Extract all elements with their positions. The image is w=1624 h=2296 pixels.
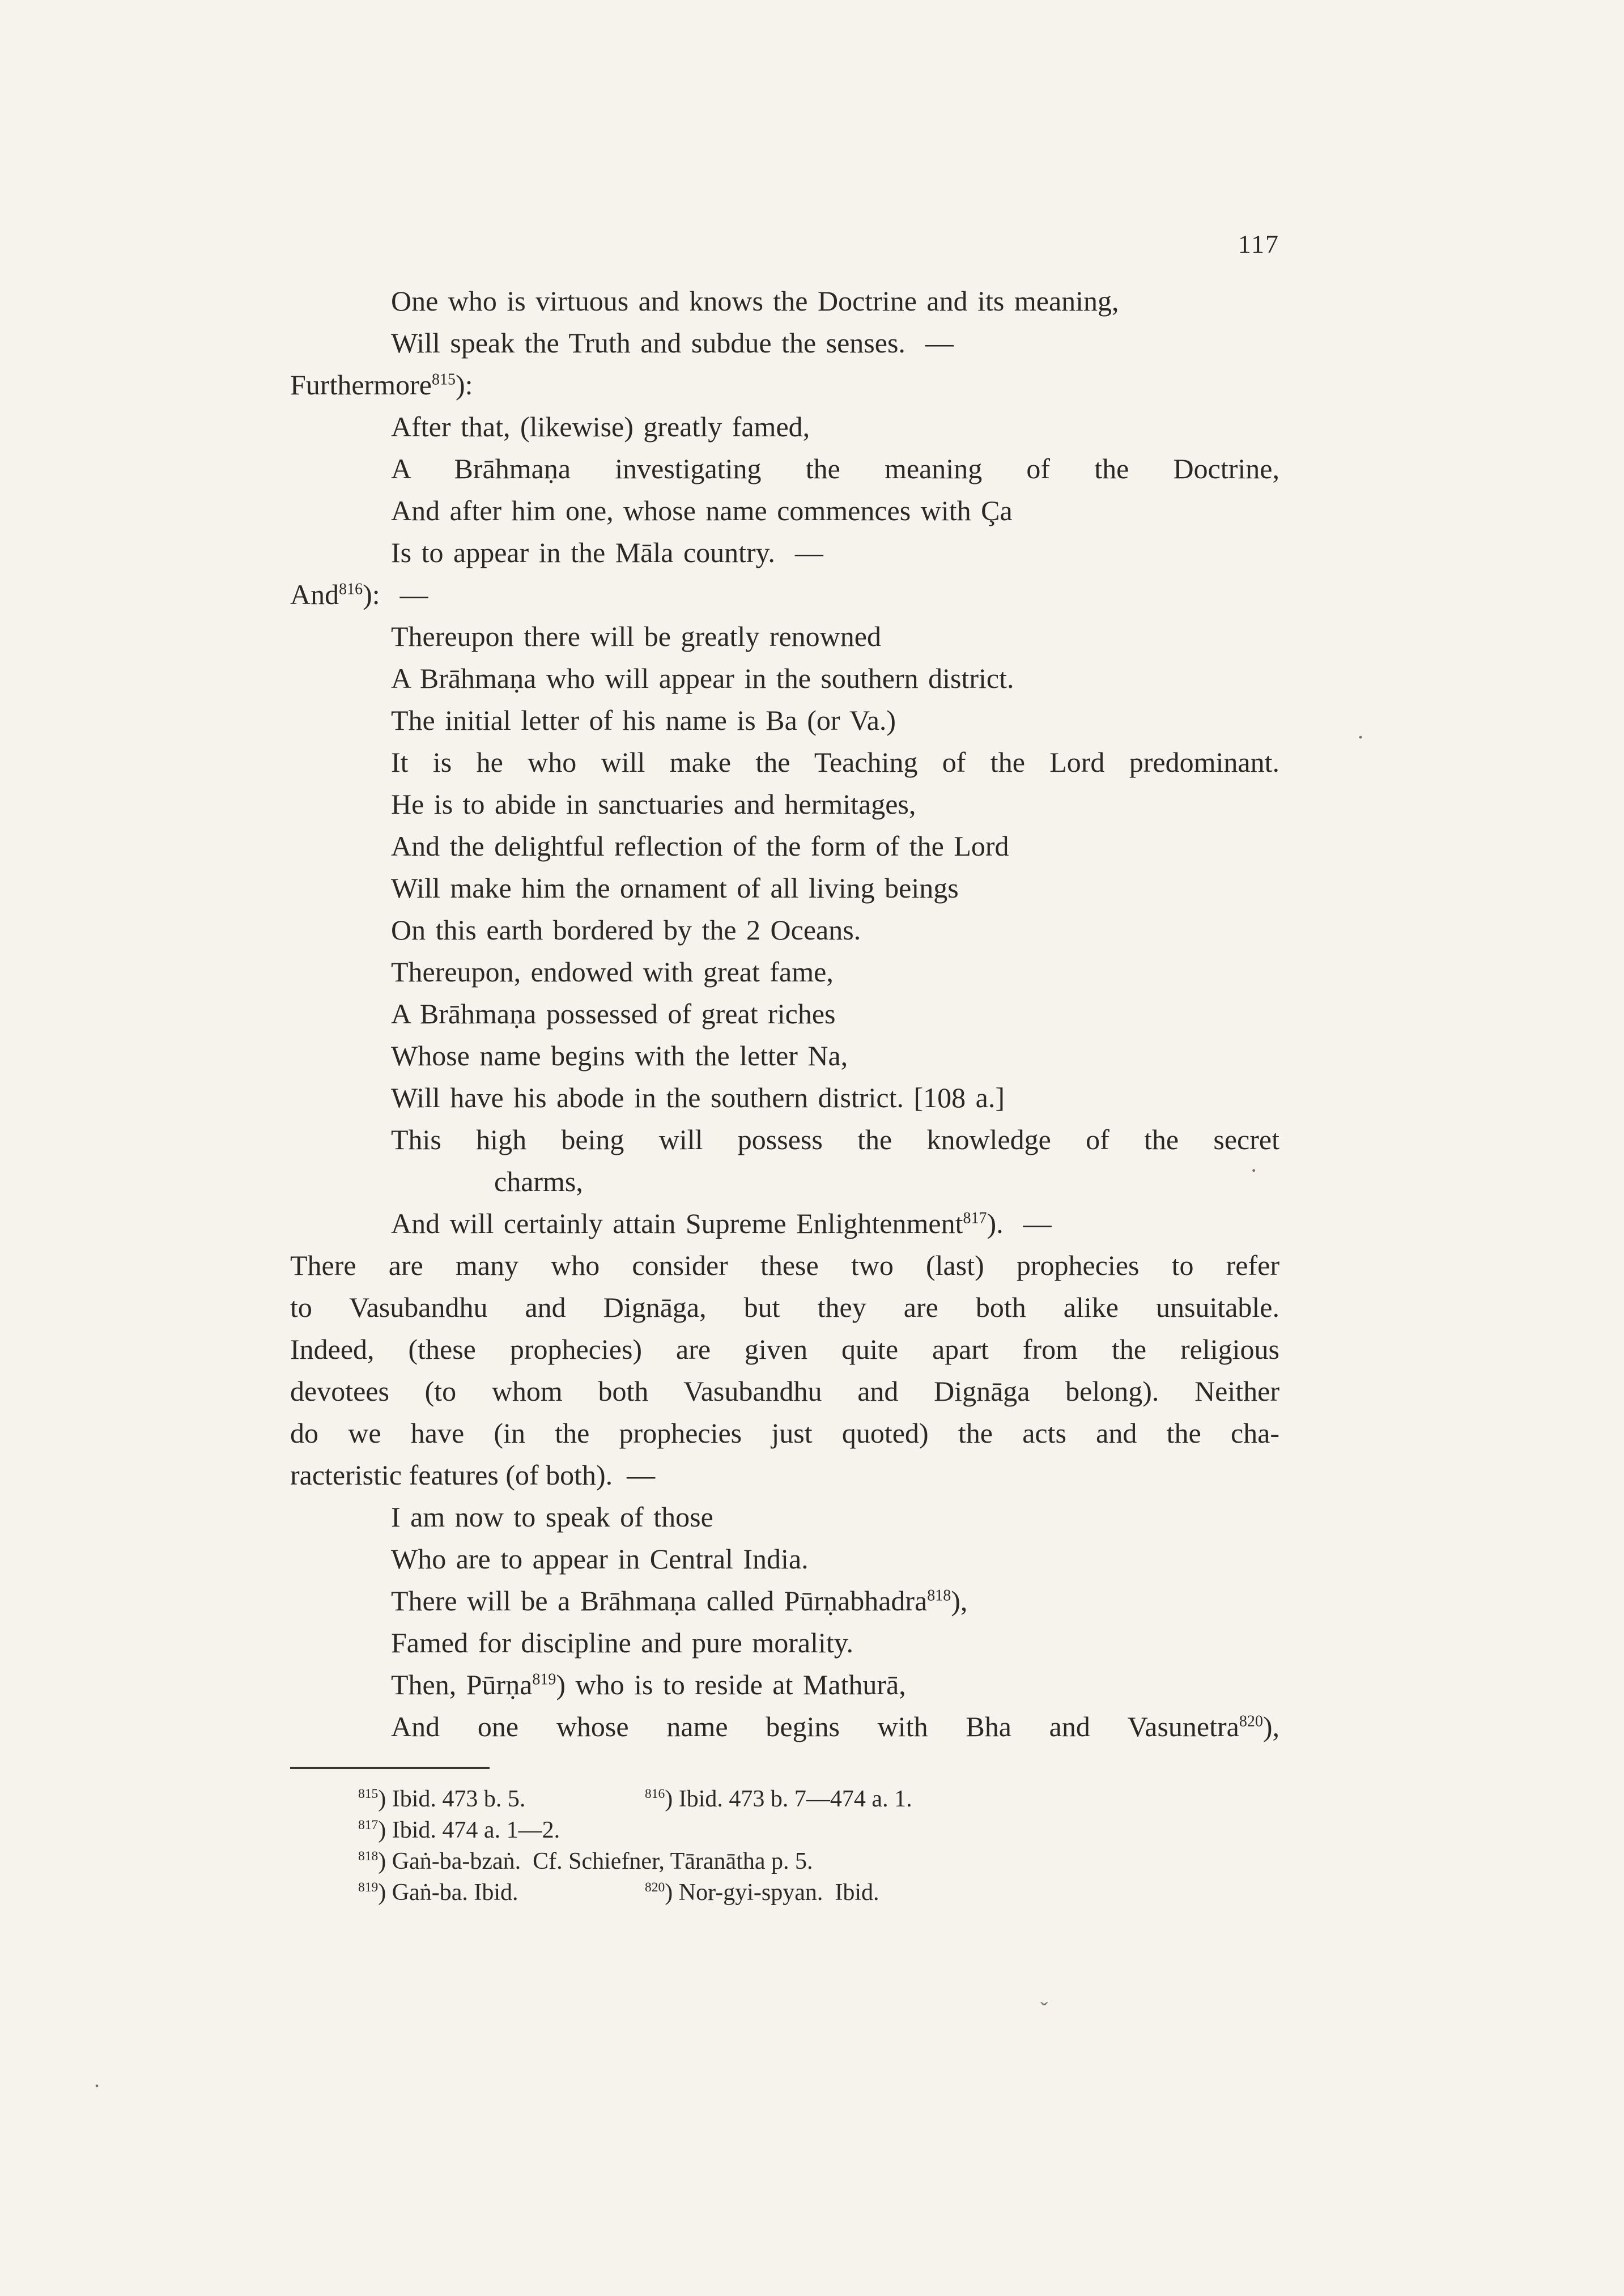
text-line: do we have (in the prophecies just quoted) the acts and the cha- (290, 1417, 1279, 1449)
text-line: Whose name begins with the letter Na, (391, 1040, 848, 1072)
footnote-section (290, 1767, 1279, 1908)
text-line: I am now to speak of those (391, 1501, 713, 1533)
scan-artifact: ˇ (1040, 1997, 1048, 2023)
text-line: Famed for discipline and pure morality. (391, 1627, 853, 1659)
text-line: On this earth bordered by the 2 Oceans. (391, 914, 861, 946)
text-line: The initial letter of his name is Ba (or Va.) (391, 704, 896, 736)
verse-block (290, 1496, 1279, 1747)
text-line: Will make him the ornament of all living beings (391, 872, 959, 904)
text-line: After that, (likewise) greatly famed, (391, 411, 810, 443)
verse-block (290, 615, 1279, 1244)
prose-block (290, 1244, 1279, 1496)
text-line: Indeed, (these prophecies) are given quite apart from the religious (290, 1333, 1279, 1365)
text-line: Thereupon, endowed with great fame, (391, 956, 834, 988)
page-content (290, 280, 1279, 1908)
text-line: One who is virtuous and knows the Doctrine and its meaning, (391, 285, 1119, 317)
footnote-text: $^{820}$) Nor-gyi-spyan. Ibid. (645, 1880, 879, 1906)
label-block (290, 364, 1279, 406)
text-line: A Brāhmaṇa possessed of great riches (391, 998, 836, 1030)
text-line: There are many who consider these two (last) prophecies to refer (290, 1249, 1279, 1281)
footnote-text: $^{817}$) Ibid. 474 a. 1—2. (358, 1817, 560, 1843)
text-line: And$^{816}$): — (290, 579, 428, 610)
footnote-text: $^{815}$) Ibid. 473 b. 5. (358, 1786, 526, 1812)
footnote-text: $^{816}$) Ibid. 473 b. 7—474 a. 1. (645, 1786, 912, 1812)
text-line: racteristic features (of both). — (290, 1459, 656, 1491)
footnote-divider (290, 1767, 490, 1769)
footnote-text: $^{818}$) Gaṅ-ba-bzaṅ. Cf. Schiefner, Tāranātha p. 5. (358, 1848, 813, 1874)
text-line: to Vasubandhu and Dignāga, but they are both alike unsuitable. (290, 1291, 1279, 1323)
page-number: 117 (1238, 229, 1279, 258)
text-line: He is to abide in sanctuaries and hermitages, (391, 788, 916, 820)
text-line: Who are to appear in Central India. (391, 1543, 809, 1575)
text-line: devotees (to whom both Vasubandhu and Dignāga belong). Neither (290, 1375, 1279, 1407)
text-line: This high being will possess the knowledge of the secret (391, 1124, 1279, 1155)
text-line: Then, Pūrṇa$^{819}$) who is to reside at Mathurā, (391, 1669, 906, 1700)
text-blocks (290, 280, 1279, 1747)
text-line: A Brāhmaṇa investigating the meaning of the Doctrine, (391, 453, 1279, 484)
footnote-row (358, 1815, 1279, 1846)
footnote-rows (290, 1784, 1279, 1908)
footnote-row (358, 1784, 1279, 1815)
text-line: Furthermore$^{815}$): (290, 369, 473, 401)
text-line: There will be a Brāhmaṇa called Pūrṇabhadra$^{818}$), (391, 1585, 968, 1617)
text-line: Is to appear in the Māla country. — (391, 537, 823, 568)
scan-artifact: . (94, 2067, 100, 2092)
text-line: Will speak the Truth and subdue the senses. — (391, 327, 954, 359)
text-line: It is he who will make the Teaching of the Lord predominant. (391, 746, 1279, 778)
footnote-text: $^{819}$) Gaṅ-ba. Ibid. (358, 1880, 518, 1906)
footnote-row (358, 1877, 1279, 1908)
text-line: And the delightful reflection of the form of the Lord (391, 830, 1009, 862)
text-line: A Brāhmaṇa who will appear in the southern district. (391, 662, 1014, 694)
verse-block (290, 280, 1279, 364)
text-line: Thereupon there will be greatly renowned (391, 620, 881, 652)
footnote-row (358, 1846, 1279, 1877)
text-line: And one whose name begins with Bha and Vasunetra$^{820}$), (391, 1711, 1279, 1742)
text-line: And will certainly attain Supreme Enlightenment$^{817}$). — (391, 1207, 1052, 1239)
scan-artifact: . (1358, 718, 1363, 743)
scan-artifact: · (1250, 1158, 1258, 1183)
label-block (290, 573, 1279, 615)
verse-block (290, 406, 1279, 573)
text-line: And after him one, whose name commences with Ça (391, 495, 1013, 526)
text-line: charms, (494, 1166, 583, 1197)
text-line: Will have his abode in the southern district. [108 a.] (391, 1082, 1005, 1113)
